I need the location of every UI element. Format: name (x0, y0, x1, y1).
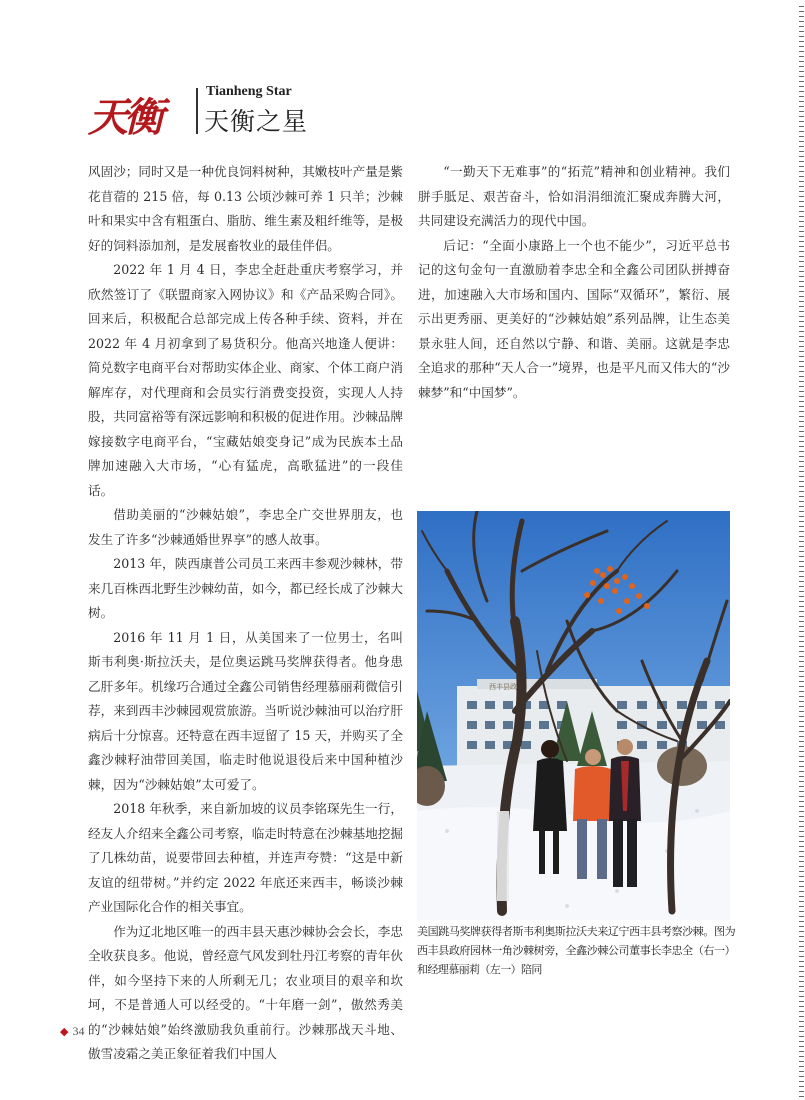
article-photo (417, 511, 730, 920)
edge-tick (799, 111, 804, 112)
edge-tick (799, 731, 804, 732)
edge-tick (799, 1011, 804, 1012)
edge-tick (799, 471, 804, 472)
edge-tick (799, 901, 804, 902)
edge-tick (799, 886, 804, 887)
edge-tick (799, 496, 804, 497)
edge-tick (799, 856, 804, 857)
edge-tick (799, 301, 804, 302)
edge-tick (799, 981, 804, 982)
edge-tick (799, 911, 804, 912)
edge-tick (799, 436, 804, 437)
edge-tick (799, 1071, 804, 1072)
masthead-divider (196, 88, 198, 134)
paragraph: “一勤天下无难事”的“拓荒”精神和创业精神。我们胼手胝足、艰苦奋斗，恰如涓涓细流汇聚成奔腾大河，共同建设充满活力的现代中国。 (418, 164, 730, 228)
edge-tick (799, 181, 804, 182)
edge-tick (799, 151, 804, 152)
edge-tick (799, 706, 804, 707)
edge-tick (799, 801, 804, 802)
edge-tick (799, 926, 804, 927)
edge-tick (799, 1076, 804, 1077)
edge-tick (799, 271, 804, 272)
edge-tick (799, 891, 804, 892)
edge-tick (799, 531, 804, 532)
edge-tick (799, 481, 804, 482)
edge-tick (799, 331, 804, 332)
edge-tick (799, 816, 804, 817)
edge-tick (799, 316, 804, 317)
edge-tick (799, 231, 804, 232)
edge-tick (799, 421, 804, 422)
edge-tick (799, 641, 804, 642)
edge-tick (799, 1026, 804, 1027)
paragraph: 2016 年 11 月 1 日，从美国来了一位男士，名叫斯韦利奥·斯拉沃夫，是位奥运跳马奖牌获得者。他身患乙肝多年。机缘巧合通过全鑫公司销售经理慕丽莉微信引荐，来到西丰沙棘园观赏旅游。当听说沙棘油可以治疗肝病后十分惊喜。还特意在西丰逗留了 15 天，并购买了全鑫沙棘籽油带回美国，临走时他说退役后来中国种植沙棘，因为“沙棘姑娘”太可爱了。 (88, 629, 403, 792)
edge-tick (799, 361, 804, 362)
edge-tick (799, 766, 804, 767)
edge-tick (799, 381, 804, 382)
edge-tick (799, 971, 804, 972)
edge-tick (799, 441, 804, 442)
edge-tick (799, 261, 804, 262)
edge-tick (799, 551, 804, 552)
edge-tick (799, 746, 804, 747)
edge-tick (799, 791, 804, 792)
edge-tick (799, 541, 804, 542)
edge-tick (799, 806, 804, 807)
paragraph: 2022 年 1 月 4 日，李忠全赶赴重庆考察学习，并欣然签订了《联盟商家入网协议》和《产品采购合同》。回来后，积极配合总部完成上传各种手续、资料，并在 2022 年 4 月初拿到了易货积分。他高兴地逢人便讲：简兑数字电商平台对帮助实体企业、商家、个体工商户消解库存，对代理商和会员实行消费变投资，实现人人持股，共同富裕等有深远影响和积极的促进作用。沙棘品牌嫁接数字电商平台，“宝藏姑娘变身记”成为民族本土品牌加速融入大市场，“心有猛虎，高歌猛进”的一段佳话。 (88, 262, 403, 498)
edge-tick (799, 606, 804, 607)
edge-tick (799, 186, 804, 187)
edge-tick (799, 711, 804, 712)
edge-tick (799, 976, 804, 977)
edge-tick (799, 391, 804, 392)
page-number: 34 (72, 1024, 85, 1038)
edge-tick (799, 546, 804, 547)
edge-tick (799, 621, 804, 622)
edge-tick (799, 561, 804, 562)
edge-tick (799, 846, 804, 847)
edge-tick (799, 491, 804, 492)
edge-tick (799, 351, 804, 352)
brand-logo: 天衡 (88, 94, 160, 141)
edge-tick (799, 616, 804, 617)
edge-tick (799, 36, 804, 37)
edge-tick (799, 326, 804, 327)
edge-tick (799, 76, 804, 77)
edge-tick (799, 66, 804, 67)
edge-tick (799, 141, 804, 142)
edge-tick (799, 521, 804, 522)
edge-tick (799, 311, 804, 312)
edge-tick (799, 526, 804, 527)
edge-tick (799, 921, 804, 922)
edge-tick (799, 601, 804, 602)
edge-tick (799, 61, 804, 62)
edge-tick (799, 676, 804, 677)
edge-tick (799, 596, 804, 597)
edge-tick (799, 86, 804, 87)
edge-tick (799, 191, 804, 192)
edge-tick (799, 216, 804, 217)
edge-tick (799, 1066, 804, 1067)
edge-tick (799, 256, 804, 257)
edge-tick (799, 796, 804, 797)
edge-tick (799, 131, 804, 132)
edge-tick (799, 761, 804, 762)
edge-tick (799, 281, 804, 282)
edge-tick (799, 246, 804, 247)
edge-tick (799, 51, 804, 52)
edge-tick (799, 366, 804, 367)
edge-tick (799, 356, 804, 357)
edge-tick (799, 1016, 804, 1017)
edge-tick (799, 776, 804, 777)
edge-tick (799, 31, 804, 32)
winter-group-photo (417, 511, 730, 920)
edge-tick (799, 586, 804, 587)
edge-tick (799, 781, 804, 782)
edge-tick (799, 566, 804, 567)
paragraph: 后记：“全面小康路上一个也不能少”，习近平总书记的这句金句一直激励着李忠全和全鑫公司团队拼搏奋进，加速融入大市场和国内、国际“双循环”，繁衍、展示出更秀丽、更美好的“沙棘姑娘”系列品牌，让生态美景永驻人间，还自然以宁静、和谐、美丽。这就是李忠全追求的那种“天人合一”境界，也是平凡而又伟大的“沙棘梦”和“中国梦”。 (418, 237, 730, 400)
edge-tick (799, 1021, 804, 1022)
edge-tick (799, 166, 804, 167)
edge-tick (799, 321, 804, 322)
edge-tick (799, 346, 804, 347)
edge-tick (799, 666, 804, 667)
edge-tick (799, 991, 804, 992)
edge-tick (799, 56, 804, 57)
edge-tick (799, 941, 804, 942)
edge-tick (799, 696, 804, 697)
edge-tick (799, 871, 804, 872)
edge-tick (799, 71, 804, 72)
edge-tick (799, 201, 804, 202)
edge-tick (799, 511, 804, 512)
building-sign: 西丰县政府 (489, 683, 524, 691)
edge-tick (799, 686, 804, 687)
edge-tick (799, 16, 804, 17)
edge-tick (799, 431, 804, 432)
edge-tick (799, 716, 804, 717)
paragraph: 2013 年，陕西康普公司员工来西丰参观沙棘林，带来几百株西北野生沙棘幼苗，如今，都已经长成了沙棘大树。 (88, 556, 403, 620)
masthead (88, 80, 388, 140)
edge-tick (799, 156, 804, 157)
edge-tick (799, 631, 804, 632)
edge-tick (799, 826, 804, 827)
edge-tick (799, 276, 804, 277)
edge-tick (799, 1001, 804, 1002)
edge-tick (799, 986, 804, 987)
edge-tick (799, 221, 804, 222)
edge-tick (799, 626, 804, 627)
edge-tick (799, 556, 804, 557)
edge-tick (799, 756, 804, 757)
edge-tick (799, 236, 804, 237)
edge-tick (799, 176, 804, 177)
edge-tick (799, 506, 804, 507)
edge-tick (799, 1006, 804, 1007)
edge-tick (799, 881, 804, 882)
edge-tick (799, 101, 804, 102)
edge-tick (799, 1081, 804, 1082)
edge-tick (799, 376, 804, 377)
edge-tick (799, 41, 804, 42)
edge-tick (799, 721, 804, 722)
page-folio (60, 1024, 84, 1039)
edge-tick (799, 81, 804, 82)
edge-tick (799, 646, 804, 647)
edge-tick (799, 836, 804, 837)
edge-tick (799, 396, 804, 397)
edge-tick (799, 161, 804, 162)
edge-tick (799, 656, 804, 657)
edge-tick (799, 956, 804, 957)
edge-tick (799, 291, 804, 292)
edge-tick (799, 241, 804, 242)
edge-tick (799, 961, 804, 962)
edge-tick (799, 466, 804, 467)
edge-tick (799, 861, 804, 862)
edge-tick (799, 91, 804, 92)
edge-tick (799, 996, 804, 997)
edge-tick (799, 296, 804, 297)
edge-tick (799, 211, 804, 212)
edge-tick (799, 821, 804, 822)
edge-tick (799, 46, 804, 47)
edge-tick (799, 841, 804, 842)
edge-tick (799, 126, 804, 127)
edge-tick (799, 446, 804, 447)
edge-tick (799, 581, 804, 582)
edge-tick (799, 226, 804, 227)
edge-tick (799, 501, 804, 502)
edge-tick (799, 866, 804, 867)
edge-tick (799, 916, 804, 917)
edge-tick (799, 946, 804, 947)
edge-tick (799, 21, 804, 22)
folio-diamond-icon: ◆ (60, 1026, 69, 1038)
edge-tick (799, 96, 804, 97)
edge-tick (799, 751, 804, 752)
edge-tick (799, 831, 804, 832)
edge-tick (799, 576, 804, 577)
edge-tick (799, 306, 804, 307)
edge-tick (799, 591, 804, 592)
paragraph: 风固沙；同时又是一种优良饲料树种，其嫩枝叶产量是紫花苜蓿的 215 倍，每 0.13 公顷沙棘可养 1 只羊；沙棘叶和果实中含有粗蛋白、脂肪、维生素及粗纤维等，是极好的饲料添加剂，是发展畜牧业的最佳伴侣。 (88, 164, 403, 253)
edge-tick (799, 1046, 804, 1047)
edge-tick (799, 936, 804, 937)
edge-tick (799, 951, 804, 952)
edge-tick (799, 931, 804, 932)
edge-tick (799, 336, 804, 337)
edge-tick (799, 736, 804, 737)
paragraph: 借助美丽的“沙棘姑娘”，李忠全广交世界朋友，也发生了许多“沙棘通婚世界享”的感人故事。 (88, 507, 403, 547)
edge-tick (799, 611, 804, 612)
edge-tick (799, 1056, 804, 1057)
edge-tick (799, 136, 804, 137)
edge-tick (799, 1061, 804, 1062)
edge-tick (799, 661, 804, 662)
edge-tick (799, 691, 804, 692)
edge-tick (799, 456, 804, 457)
edge-tick (799, 671, 804, 672)
edge-tick (799, 206, 804, 207)
edge-tick (799, 636, 804, 637)
edge-tick (799, 371, 804, 372)
edge-tick (799, 906, 804, 907)
edge-tick (799, 171, 804, 172)
edge-tick (799, 1031, 804, 1032)
edge-tick (799, 6, 804, 7)
edge-tick (799, 196, 804, 197)
article-column-left (88, 160, 403, 1067)
edge-tick (799, 486, 804, 487)
edge-tick (799, 406, 804, 407)
edge-tick (799, 876, 804, 877)
edge-tick (799, 786, 804, 787)
edge-tick (799, 461, 804, 462)
edge-tick (799, 251, 804, 252)
paragraph: 2018 年秋季，来自新加坡的议员李铭琛先生一行，经友人介绍来全鑫公司考察，临走时特意在沙棘基地挖掘了几株幼苗，说要带回去种植，并连声夸赞：“这是中新友谊的纽带树。”并约定 2022 年底还来西丰，畅谈沙棘产业国际化合作的相关事宜。 (88, 801, 403, 914)
edge-tick (799, 1036, 804, 1037)
edge-tick (799, 341, 804, 342)
edge-tick (799, 1041, 804, 1042)
article-column-right (418, 160, 730, 405)
edge-tick (799, 1086, 804, 1087)
edge-tick (799, 1096, 804, 1097)
edge-tick (799, 651, 804, 652)
edge-tick (799, 146, 804, 147)
masthead-chinese-title: 天衡之星 (204, 107, 309, 136)
edge-tick (799, 1051, 804, 1052)
edge-tick (799, 386, 804, 387)
edge-tick (799, 701, 804, 702)
masthead-english-title: Tianheng Star (206, 84, 292, 99)
edge-tick (799, 116, 804, 117)
edge-tick (799, 121, 804, 122)
edge-tick (799, 26, 804, 27)
edge-tick (799, 411, 804, 412)
edge-tick (799, 426, 804, 427)
edge-tick (799, 851, 804, 852)
edge-tick (799, 896, 804, 897)
edge-tick (799, 726, 804, 727)
edge-tick (799, 1091, 804, 1092)
edge-tick (799, 536, 804, 537)
edge-tick (799, 286, 804, 287)
edge-tick (799, 771, 804, 772)
edge-tick (799, 516, 804, 517)
edge-tick (799, 401, 804, 402)
edge-tick (799, 451, 804, 452)
edge-tick (799, 741, 804, 742)
edge-tick-rail (797, 0, 805, 1100)
edge-tick (799, 681, 804, 682)
edge-tick (799, 106, 804, 107)
edge-tick (799, 11, 804, 12)
edge-tick (799, 266, 804, 267)
edge-tick (799, 966, 804, 967)
paragraph: 作为辽北地区唯一的西丰县天惠沙棘协会会长，李忠全收获良多。他说，曾经意气风发到牡丹江考察的青年伙伴，如今坚持下来的人所剩无几；农业项目的艰辛和坎坷，不是普通人可以经受的。“十年磨一剑”，傲然秀美的“沙棘姑娘”始终激励我负重前行。沙棘那战天斗地、傲雪凌霜之美正象征着我们中国人 (88, 923, 403, 1061)
photo-caption: 美国跳马奖牌获得者斯韦利奥斯拉沃夫来辽宁西丰县考察沙棘。图为西丰县政府园林一角沙棘树旁，全鑫沙棘公司董事长李忠全（右一）和经理慕丽莉（左一）陪同 (417, 925, 735, 976)
edge-tick (799, 476, 804, 477)
edge-tick (799, 811, 804, 812)
edge-tick (799, 571, 804, 572)
edge-tick (799, 416, 804, 417)
